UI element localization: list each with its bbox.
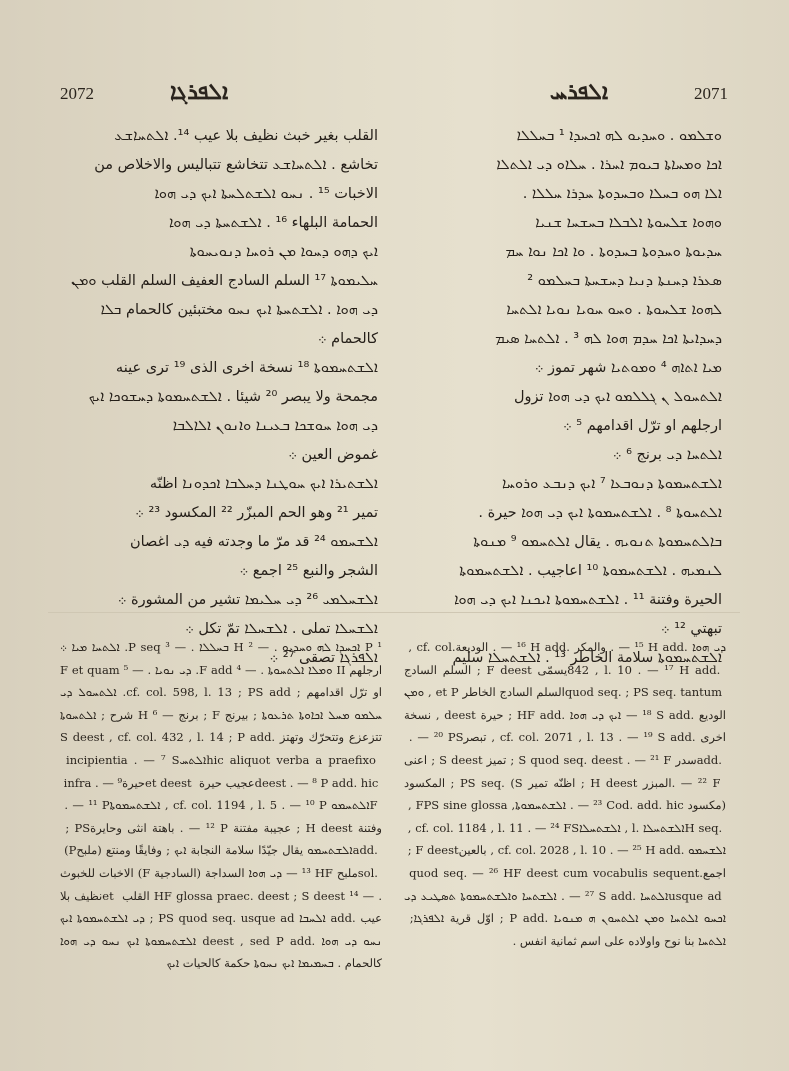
- text-line: ܐܝܟ ܕܗܘ ܕܚܘܐ ܡܢ ܪܘܚܐ ܕܢܘܝܚܘܬܐ: [189, 244, 378, 260]
- text-line: ܣܥܪܐ ܕܚܢܬܐ ܕܢܝܐ ܕܚܫܚܬܐ ܒܚܠܡܘ ²: [527, 273, 722, 289]
- page-header: [60, 80, 728, 114]
- text-line: ܚܠܝܡܘܬܐ ¹⁷ السلم السادج العفيف السلم القلب ܘܡܢ: [71, 273, 378, 289]
- page-number-right: 2071: [694, 84, 728, 103]
- text-line: الحيرة وفتنة ¹¹ . ܐܠܫܬܚܡܘܬܐ ܐܝܟܢܐ ܐܝܟ ܕܝ ܗܘܐ: [454, 592, 722, 608]
- text-line: القلب بغير خبث نظيف بلا عيب ¹⁴. ܐܠܬܚܐܫܥ: [114, 128, 378, 144]
- text-line: الشجر والنبع ²⁵ اجمع ܀: [239, 563, 378, 579]
- left-column: [60, 122, 378, 673]
- footnote-text: ¹ P ܐܟܚܕܐ ܠܗ ܘܚܕܝܘ . — ² H ܒܚܠܠܐ . — ³ P seq. ܐܠܬܚܐ ܡܝܐ ܀ ارجلهم II ܘܡܠܐ ܐܠܬܚܘܬܐ . — ⁴ F add. ܕܝ ܢܘܝܐ . — ⁵ F et quam او ترّل اقدامهم ; cf. col. 598, l. 13 ; PS add. ܐܠܬܚܘܠ ܕܝ ܚܠܡܘ ܡܚܠ ܐܟܐܘܬܐ ܬܪܥܘܬܐ ; بيرنج F ; برنج — ⁶ H شرح ; ܐܠܬܚܘܬܐ تتزعزع وتتحرّك وتهتز S deest , cf. col. 432 , l. 14 ; P add. hic aliquot verba a praefixo ‎ܐܠܬܚ‎ incipientia . — ⁷ S deest . — ⁸ P add. hic ‎عجيب‎ حيرة et deest ‎حيرة‎ infra . — ⁹ F ‎ܐܠܬܚܡܘ‎ , cf. col. 1194 , l. 5 . — ¹⁰ P ‎ܐܠܫܬܚܡܘܬܐ‎ . — ¹¹ P ‎وفتنة‎ ; H deest ‎عجيبة مفتنة‎ . — ¹² P ‎باهتة انثى وحايرة‎ ; PS add. ‎ܐܠܫܬܚܡܘ‎ يقال جيّدًا سلامة النجابة ‎ܐܝܟ‎ ; ‎وفايقًا ومنتع (ملبح‎ (P sol. ‎ملبح‎ — ¹³ HF ‎ܕܝ ܗܘܐ‎ السداجة (السادجية F) الاخبات للخبوث . — ¹⁴ HF glossa praec. deest ; S deest القلب et ‎نظيف بلا عيب‎ add. ‎ܐܠܚܒܐ‎ ; PS quod seq. usque ad ‎ܕܝ‎ ‎ܐܠܫܬܚܡܘܬܐ ܐܝܟ ܢܚܘ ܕܝ ܗܘܐ‎ deest , sed P add. ‎ܐܠܫܬܚܡܘܬܐ ܐܝܟ‎ ‎ܢܚܘ ܕܝ ܗܘܐ‎ كالحمام . ‎ܒܚܡܝܡܐ ܐܝܟ ܢܚܘܬܐ‎ حكمة كالحيات ‎ܐܝܟ‎: [60, 640, 383, 971]
- footnote-divider: [48, 612, 740, 613]
- text-line: ܐܠܫܬܝܪܐ ܐܝܟ ܚܘܛܢܐ ܕܚܠܒܐ ܐܟܕܘܢܐ اظنّه: [149, 476, 378, 492]
- text-line: ܘܗܘܐ ܫܠܚܘܬܐ ܐܠܒܠܐ ܒܚܫܚܐ ܫܢܝܐ: [535, 215, 722, 231]
- text-line: ܐܠܫܬܚܡܘܬܐ سلامة الخاطر ¹³ . ܐܠܫܬܚܠܐ سليم: [452, 650, 722, 666]
- text-line: ܐܠܫܬܚܡܘܬܐ ܕܢܘܒܥܐ ⁷ ܐܝܟ ܕܢܒܥ ܘܪܘܚܐ: [501, 476, 722, 492]
- text-line: مجمحة ولا يبصر ²⁰ شيئا . ܐܠܫܬܚܡܘܬܐ ܕܚܫܘܟܐ ܐܝܟ: [88, 389, 378, 405]
- text-line: ܠܢܡܝܗ . ܐܠܫܬܚܡܘܬܐ ¹⁰ اعاجيب . ܐܠܫܬܚܡܘܬܐ: [459, 563, 722, 579]
- text-line: تمير ²¹ وهو الحم المبزّر ²² المكسود ²³ ܀: [135, 505, 378, 521]
- text-line: غموض العين ܀: [288, 447, 378, 463]
- footnotes-right: [404, 636, 726, 952]
- text-line: ܐܠܬܚܘܠ ܢ ܓܠܠܡܘ ܐܝܟ ܕܝ ܗܘܐ تزول: [514, 389, 722, 405]
- right-column: [404, 122, 722, 673]
- footnote-text: ‎ܕܝ ܗܘܐ‎ . — ¹⁵ H add. ‎والمكر‎ . — ¹⁶ H add. ‎الوديعة‎ , cf. col. 842 , l. 10 . — ¹⁷ H add. ‎يسمّى‎ ; F deest ‎السلم السادج‎ quod seq. ; PS seq. tantum ‎السلم السادج الخاطر‎ , et P ‎ܘܡܢ‎ ‎الوديع‎ — ¹⁸ S add. ‎ܐܝܟ ܕܝ ܗܘܐ‎ ; HF add. ‎حيرة‎ , deest ‎نسخة اخرى‎ , cf. col. 2071 , l. 13 . — ¹⁹ S add. ‎تبصر‎ . — ²⁰ PS add. ‎سدر‎ ; S quod seq. deest . — ²¹ F ‎تميز‎ ; S deest ‎اعنى‎ . — ²² F ‎المبزر‎ ; H deest ‎اظنّه تمير‎ ; PS seq. (S ‎المكسود (مكسود‎ . — ²³ Cod. add. hic ‎ܐܠܫܬܚܡܘܬܐ‎ , FPS sine glossa , H seq. ‎ܐܠܫܬܚܠܐ‎ , l. ‎ܐܠܫܬܚܠܐ‎ , cf. col. 1184 , l. 11 . — ²⁴ FS ‎ܐܠܫܚܡܘ‎ , cf. col. 2028 , l. 10 . — ²⁵ H add. ‎بالعين‎ ; F deest ‎اجمع‎ quod seq. — ²⁶ HF deest cum vocabulis sequent. usque ad ‎ܐܠܬܚܐ‎ . — ²⁷ S add. ‎ܐܠܫܬܚܐ‎ ‎ܘܐܠܫܬܚܡܘܬܐ ܬܣܛܝܥ ܕܝ ܐܟܚܘ ܐܠܬܚܐ ܘܡܢ‎ ‎ܐܠܬܚܘܢ ܗ ܡܢܘܝܐ‎ ; P add. ‎اوّل قرية‎ ‎ܐܠܦܪܓܐ‎ ; ‎ܐܠܬܚܐ‎ بنا نوح واولاده على اسم ثمانية انفس .: [404, 640, 727, 948]
- text-line: ܐܟܐ ܘܡܚܐܬܐ ܒܝܘܡ ܐܚܪܐ . ܚܠܐܘ ܕܝ ܐܠܬܠܐ: [496, 157, 722, 173]
- text-line: الاخبات ¹⁵ . ܢܚܘ ܐܠܫܬܠܚܬܐ ܐܝܟ ܕܝ ܗܘܐ: [154, 186, 378, 202]
- text-line: كالحمام ܀: [317, 331, 378, 347]
- text-line: ܡܝܐ ܐܬܐܗ ⁴ ܘܡܘܬܝܐ شهر تموز ܀: [534, 360, 722, 376]
- text-line: تبهتي ¹² ܀: [660, 621, 722, 637]
- text-line: ܕܝ ܗܘܐ ܚܘܫܟܐ ܒܥܝܢܐ ܘܐܢܘܢ ܐܠܐܠܒܐ: [172, 418, 378, 434]
- text-line: ܐܠܐ ܗܘ ܒܚܠܐ ܘܒܚܕܘܬܐ ܚܕܪܐ ܚܠܠܐ .: [522, 186, 722, 202]
- text-line: ܐܠܫܬܚܡܘܬܐ ¹⁸ نسخة اخرى الذى ¹⁹ ترى عينه: [115, 360, 378, 376]
- text-line: ܐܠܫܚܡܘ ²⁴ قد مرّ ما وجدته فيه ܕܝ اغصان: [129, 534, 378, 550]
- text-line: ܐܠܫܚܠܡܝ ²⁶ ܕܝ ܚܠܝܡܐ تشير من المشورة ܀: [117, 592, 378, 608]
- text-line: ارجلهم او ترّل اقدامهم ⁵ ܀: [562, 418, 722, 434]
- footnotes-left: [60, 636, 382, 975]
- text-line: ܐܠܫܚܠܐ تملى . ܐܠܫܚܠܐ تمّ تكل ܀: [185, 621, 378, 637]
- text-line: تخاشع . ܐܠܬܚܐܫܥ تتخاشع تتباليس والاخلاص من: [94, 157, 378, 173]
- page-number-left: 2072: [60, 84, 94, 103]
- text-line: ܐܠܬܚܐ ܕܝ برنج ⁶ ܀: [612, 447, 722, 463]
- text-line: ܒܐܠܬܚܡܘܬܐ ܬܢܘܝܗ . يقال ܐܠܬܚܡܘ ⁹ ܡܢܘܬܐ: [473, 534, 722, 550]
- text-line: ܕܝ ܗܘܐ . ܐܠܫܬܚܬܐ ܐܝܟ ܢܚܘ مختبئين كالحمام ܒܠܐ: [100, 302, 378, 318]
- text-line: ܐܠܦܪܓܐ تصقى ²⁷ ܀: [269, 650, 378, 666]
- running-head-right: ܐܠܦܪܚ: [549, 80, 608, 105]
- text-line: ܚܕܝܘܬܐ ܘܚܕܘܬܐ ܒܚܕܘܬܐ . ܘܐ ܐܟܐ ܢܘܐ ܚܡ: [505, 244, 722, 260]
- text-line: ܘܫܠܡܘ . ܘܚܕܝܘ ܠܗ ܐܟܚܕܐ ¹ ܒܚܠܠܐ: [516, 128, 722, 144]
- text-line: ܐܠܬܚܘܬܐ ⁸ . ܐܠܫܬܚܡܘܬܐ ܐܝܟ ܕܝ ܗܘܐ حيرة .: [478, 505, 722, 521]
- text-line: الحمامة البلهاء ¹⁶ . ܐܠܫܬܚܬܐ ܕܝ ܗܘܐ: [169, 215, 378, 231]
- running-head-left: ܐܠܦܪܓܐ: [170, 80, 229, 105]
- text-line: ܕܚܕܐܝܬܐ ܐܟܐ ܚܕܡ ܗܘܐ ܠܗ ³ . ܐܠܬܚܐ ܣܝܡ: [495, 331, 722, 347]
- text-line: ܠܗܘܐ ܫܠܚܘܬܐ . ܘܚܘ ܚܘܝܐ ܢܘܝܐ ܐܠܬܚܐ: [506, 302, 722, 318]
